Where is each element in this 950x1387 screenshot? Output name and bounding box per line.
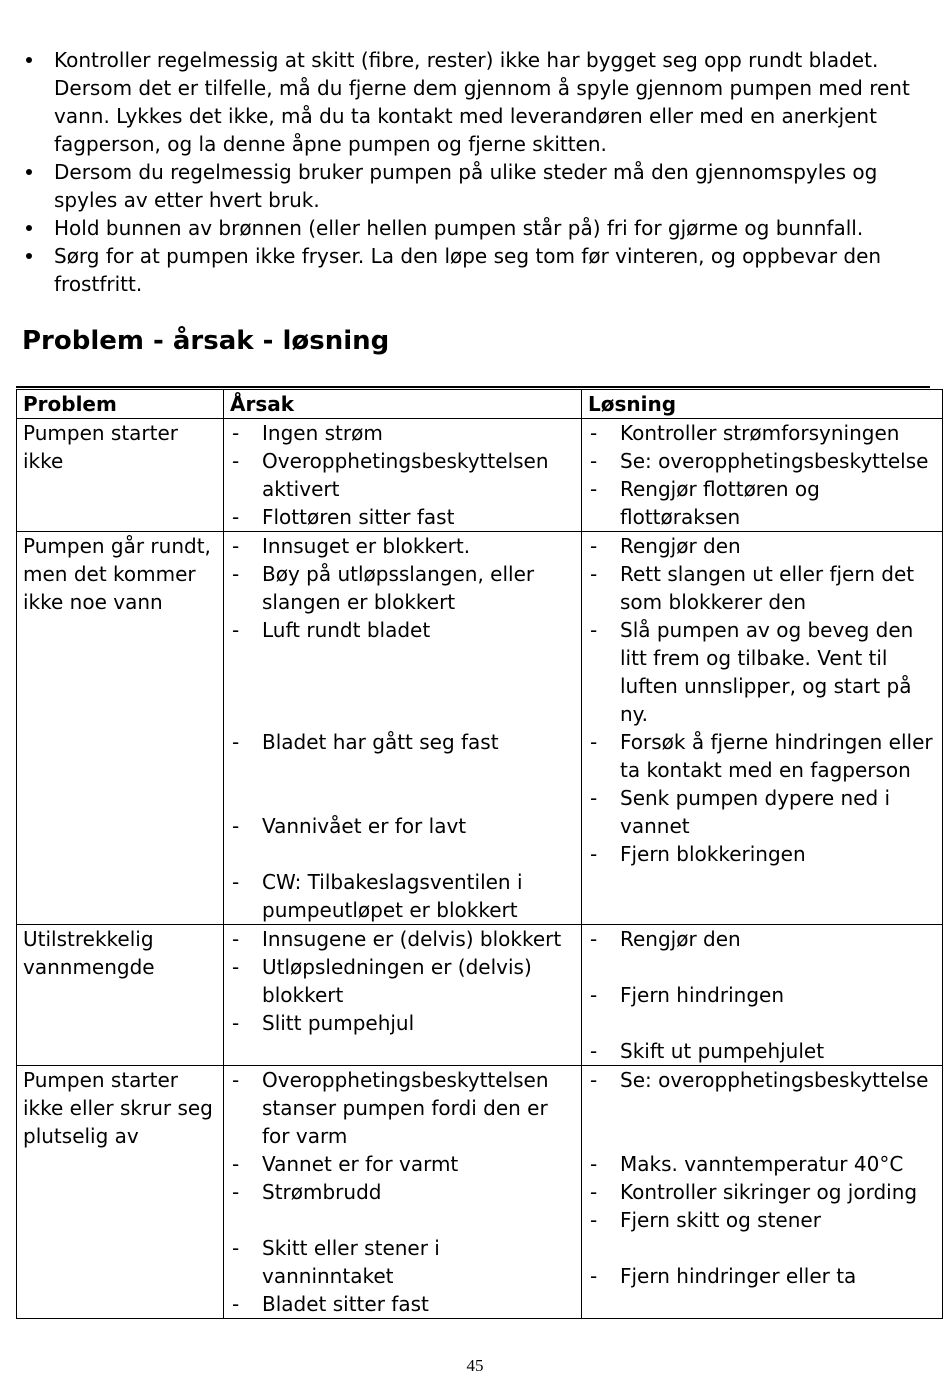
cause-item [230, 868, 577, 924]
dash-marker: - [590, 1068, 598, 1092]
solution-item [588, 1262, 938, 1290]
cause-text: Ingen strøm [262, 421, 383, 445]
dash-marker: - [232, 534, 240, 558]
cause-text: Vannet er for varmt [262, 1152, 459, 1176]
dash-marker: - [232, 1011, 240, 1035]
cause-item [230, 1234, 577, 1290]
solution-cell [582, 419, 943, 532]
bullet-item [22, 214, 932, 242]
dash-marker: - [232, 562, 240, 586]
cause-item [230, 1009, 577, 1037]
dash-marker: - [232, 955, 240, 979]
cause-item [230, 728, 577, 812]
problem-cell: Pumpen går rundt, men det kommer ikke noe vann [17, 532, 224, 925]
dash-marker: - [590, 730, 598, 754]
table-top-rule [16, 386, 930, 388]
solution-cell [582, 925, 943, 1066]
cause-text: Utløpsledningen er (delvis) blokkert [262, 955, 532, 1007]
bullet-text: Sørg for at pumpen ikke fryser. La den løpe seg tom før vinteren, og oppbevar den frostfritt. [54, 244, 882, 296]
dash-marker: - [232, 814, 240, 838]
header-problem: Problem [17, 390, 224, 419]
solution-item [588, 419, 938, 447]
solution-item [588, 728, 938, 784]
dash-marker: - [232, 421, 240, 445]
dash-marker: - [590, 983, 598, 1007]
cause-cell [224, 1066, 582, 1319]
problem-cell: Pumpen starter ikke [17, 419, 224, 532]
cause-item [230, 925, 577, 953]
dash-marker: - [590, 1039, 598, 1063]
solution-text: Se: overopphetingsbeskyttelse [620, 1068, 929, 1092]
solution-item [588, 560, 938, 616]
solution-text: Fjern hindringen [620, 983, 785, 1007]
solution-item [588, 1037, 938, 1065]
table-row [17, 1066, 943, 1319]
bullet-dot-icon [26, 169, 32, 175]
dash-marker: - [590, 1208, 598, 1232]
dash-marker: - [590, 477, 598, 501]
solution-item [588, 1206, 938, 1262]
cause-text: Innsuget er blokkert. [262, 534, 471, 558]
dash-marker: - [232, 1180, 240, 1204]
solution-text: Se: overopphetingsbeskyttelse [620, 449, 929, 473]
cause-text: Strømbrudd [262, 1180, 382, 1204]
table-row [17, 532, 943, 925]
bullet-text: Hold bunnen av brønnen (eller hellen pumpen står på) fri for gjørme og bunnfall. [54, 216, 864, 240]
solution-item [588, 1150, 938, 1178]
dash-marker: - [590, 786, 598, 810]
solution-text: Kontroller strømforsyningen [620, 421, 900, 445]
dash-marker: - [232, 1152, 240, 1176]
bullet-dot-icon [26, 57, 32, 63]
solution-item [588, 532, 938, 560]
solution-item [588, 475, 938, 531]
cause-text: CW: Tilbakeslagsventilen i pumpeutløpet er blokkert [262, 870, 523, 922]
dash-marker: - [590, 842, 598, 866]
cause-cell [224, 532, 582, 925]
solution-text: Slå pumpen av og beveg den litt frem og tilbake. Vent til luften unnslipper, og start på ny. [620, 618, 914, 726]
cause-item [230, 953, 577, 1009]
cause-item [230, 1290, 577, 1318]
dash-marker: - [232, 1068, 240, 1092]
solution-item [588, 784, 938, 840]
problem-cell: Pumpen starter ikke eller skrur seg plutselig av [17, 1066, 224, 1319]
bullet-dot-icon [26, 225, 32, 231]
bullet-item [22, 158, 932, 214]
cause-item [230, 1178, 577, 1234]
solution-item [588, 840, 938, 868]
solution-item [588, 1066, 938, 1150]
solution-item [588, 1178, 938, 1206]
solution-text: Senk pumpen dypere ned i vannet [620, 786, 891, 838]
dash-marker: - [232, 730, 240, 754]
section-heading: Problem - årsak - løsning [22, 326, 390, 356]
cause-text: Overopphetingsbeskyttelsen stanser pumpen fordi den er for varm [262, 1068, 549, 1148]
solution-cell [582, 1066, 943, 1319]
dash-marker: - [232, 1292, 240, 1316]
dash-marker: - [232, 927, 240, 951]
dash-marker: - [590, 449, 598, 473]
cause-item [230, 1066, 577, 1150]
solution-item [588, 981, 938, 1037]
solution-text: Maks. vanntemperatur 40°C [620, 1152, 904, 1176]
solution-text: Fjern blokkeringen [620, 842, 806, 866]
cause-item [230, 616, 577, 728]
dash-marker: - [590, 1152, 598, 1176]
table-row [17, 925, 943, 1066]
cause-text: Vannivået er for lavt [262, 814, 467, 838]
bullet-text: Dersom du regelmessig bruker pumpen på ulike steder må den gjennomspyles og spyles av etter hvert bruk. [54, 160, 878, 212]
cause-cell [224, 925, 582, 1066]
cause-text: Skitt eller stener i vanninntaket [262, 1236, 440, 1288]
dash-marker: - [590, 1180, 598, 1204]
table-header-row [17, 390, 943, 419]
dash-marker: - [590, 927, 598, 951]
solution-cell [582, 532, 943, 925]
solution-item [588, 925, 938, 981]
solution-text: Forsøk å fjerne hindringen eller ta kontakt med en fagperson [620, 730, 933, 782]
solution-text: Rengjør den [620, 534, 741, 558]
bullet-dot-icon [26, 253, 32, 259]
cause-text: Overopphetingsbeskyttelsen aktivert [262, 449, 549, 501]
solution-item [588, 447, 938, 475]
solution-text: Fjern hindringer eller ta [620, 1264, 857, 1288]
solution-text: Rett slangen ut eller fjern det som blokkerer den [620, 562, 915, 614]
dash-marker: - [232, 870, 240, 894]
cause-text: Flottøren sitter fast [262, 505, 455, 529]
cause-item [230, 1150, 577, 1178]
cause-text: Slitt pumpehjul [262, 1011, 415, 1035]
solution-text: Skift ut pumpehjulet [620, 1039, 825, 1063]
problem-cell: Utilstrekkelig vannmengde [17, 925, 224, 1066]
dash-marker: - [590, 618, 598, 642]
bullet-text: Kontroller regelmessig at skitt (fibre, rester) ikke har bygget seg opp rundt bladet. Dersom det er tilfelle, må du fjerne dem gjennom å spyle gjennom pumpen med rent vann. Lykkes det ikke, må du ta kontakt med leverandøren eller med en anerkjent fagperson, og la denne åpne pumpen og fjerne skitten. [54, 48, 910, 156]
cause-item [230, 560, 577, 616]
solution-text: Fjern skitt og stener [620, 1208, 821, 1232]
cause-text: Luft rundt bladet [262, 618, 431, 642]
troubleshooting-table [16, 389, 943, 1319]
table-row [17, 419, 943, 532]
cause-item [230, 419, 577, 447]
page-number: 45 [466, 1356, 484, 1375]
cause-item [230, 503, 577, 531]
dash-marker: - [590, 1264, 598, 1288]
solution-text: Rengjør den [620, 927, 741, 951]
header-cause: Årsak [224, 390, 582, 419]
cause-cell [224, 419, 582, 532]
header-solution: Løsning [582, 390, 943, 419]
cause-text: Bladet sitter fast [262, 1292, 429, 1316]
solution-text: Rengjør flottøren og flottøraksen [620, 477, 820, 529]
cause-item [230, 812, 577, 868]
maintenance-bullet-list [22, 46, 932, 298]
cause-item [230, 447, 577, 503]
dash-marker: - [590, 562, 598, 586]
cause-text: Bøy på utløpsslangen, eller slangen er blokkert [262, 562, 535, 614]
solution-text: Kontroller sikringer og jording [620, 1180, 918, 1204]
dash-marker: - [590, 534, 598, 558]
dash-marker: - [232, 1236, 240, 1260]
dash-marker: - [232, 449, 240, 473]
bullet-item [22, 242, 932, 298]
cause-text: Bladet har gått seg fast [262, 730, 499, 754]
dash-marker: - [232, 505, 240, 529]
bullet-item [22, 46, 932, 158]
solution-item [588, 616, 938, 728]
cause-item [230, 532, 577, 560]
dash-marker: - [590, 421, 598, 445]
cause-text: Innsugene er (delvis) blokkert [262, 927, 562, 951]
dash-marker: - [232, 618, 240, 642]
